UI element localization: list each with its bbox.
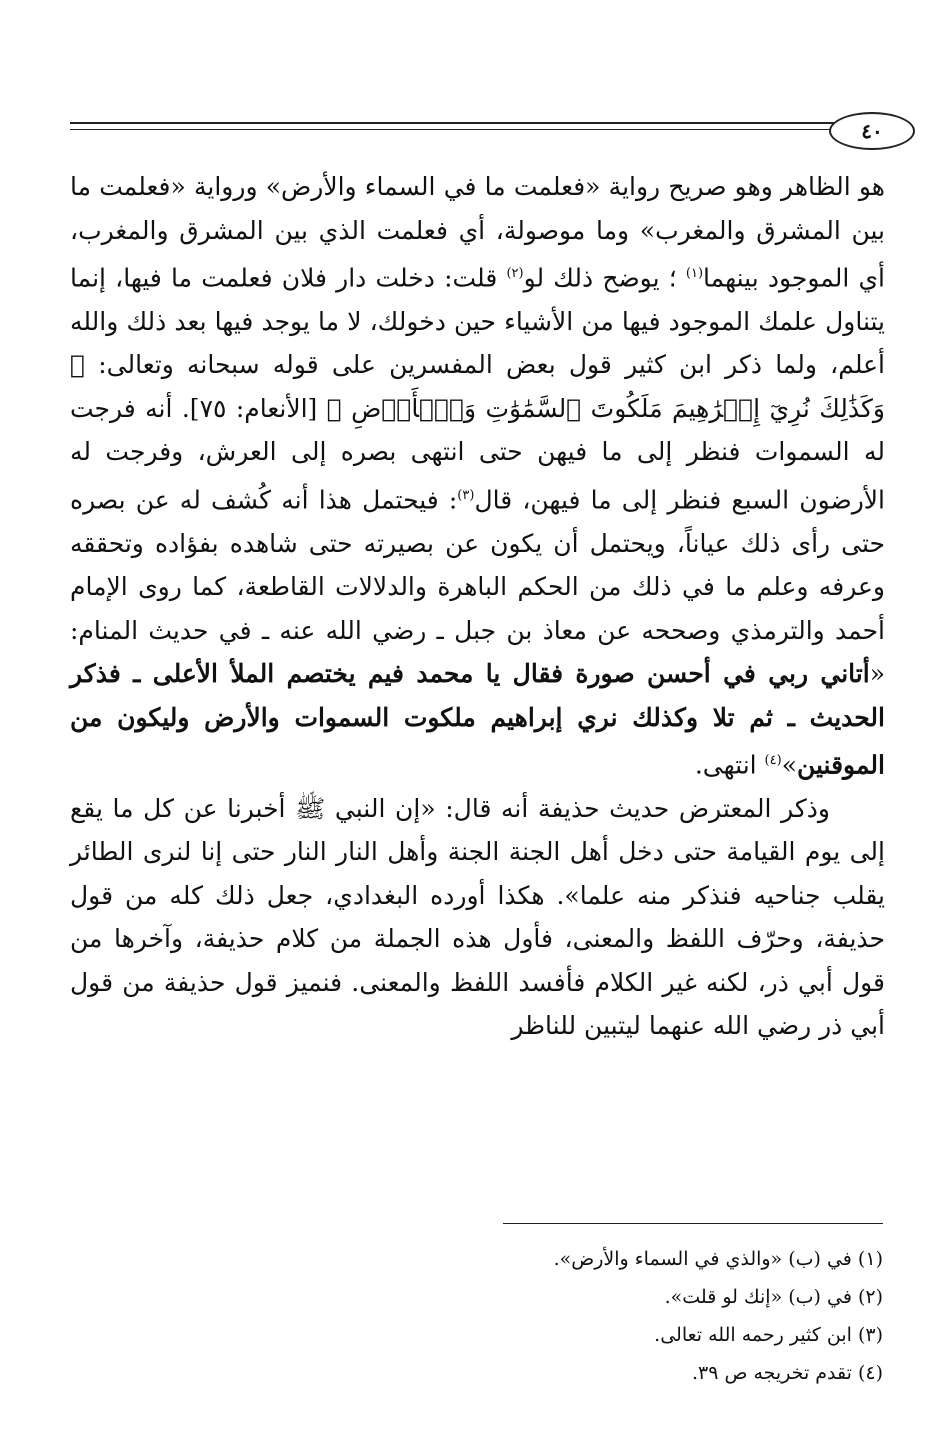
footnote-1: (١) في (ب) «والذي في السماء والأرض».: [553, 1248, 883, 1270]
header-rule: [70, 122, 845, 124]
paragraph-1: [70, 165, 885, 787]
footnote-ref-4: (٤): [764, 753, 782, 769]
footnote-ref-2: (٢): [506, 266, 524, 281]
footnote-separator: [503, 1223, 883, 1224]
text-segment: ؛ يوضح ذلك لو: [523, 263, 677, 293]
main-text: [70, 165, 885, 1048]
header-rule-thin: [70, 129, 845, 130]
footnote-ref-3: (٣): [457, 487, 475, 503]
footnotes: [83, 1240, 883, 1392]
page-number: [829, 112, 915, 150]
text-segment: قلت: دخلت دار فلان فعلمت ما فيها، إنما يتناول علمك الموجود فيها من الأشياء حين دخولك، لا ما يوجد فيها بعد ذلك والله أعلم، ولما ذكر ابن كثير قول بعض المفسرين على قوله سبحانه وتعالى: ﴿ وَكَذَٰلِكَ نُرِيٓ إِبۡرَٰهِيمَ مَلَكُوتَ ٱلسَّمَٰوَٰتِ وَٱلۡأَرۡضِ ﴾ [الأنعام: ٧٥]. أنه فرجت له السموات فنظر إلى ما فيهن حتى انتهى بصره إلى العرش، وفرجت له الأرضون السبع فنظر إلى ما فيهن، قال: [70, 263, 885, 515]
text-segment: : فيحتمل هذا أنه كُشف له عن بصره حتى رأى ذلك عياناً، ويحتمل أن يكون عن بصيرته حتى شاهده بفؤاده وتحققه وعرفه وعلم ما في ذلك من الحكم الباهرة والدلالات القاطعة، كما روى الإمام أحمد والترمذي وصححه عن معاذ بن جبل ـ رضي الله عنه ـ في حديث المنام: «: [70, 485, 885, 689]
footnote-2: (٢) في (ب) «إنك لو قلت».: [664, 1286, 883, 1308]
page-number-text: ٤٠: [861, 119, 883, 143]
text-segment: انتهى.: [694, 750, 765, 780]
hadith-quote: أتاني ربي في أحسن صورة فقال يا محمد فيم يختصم الملأ الأعلى ـ فذكر الحديث ـ ثم تلا وكذلك نري إبراهيم ملكوت السموات والأرض وليكون من الموقنين: [70, 659, 885, 780]
footnote-ref-1: (١): [685, 266, 704, 281]
text-segment: هو الظاهر وهو صريح رواية «فعلمت ما في السماء والأرض» ورواية «فعلمت ما بين المشرق والمغرب» وما موصولة، أي فعلمت الذي بين المشرق والمغرب، أي الموجود بينهما: [70, 172, 885, 293]
footnote-4: (٤) تقدم تخريجه ص ٣٩.: [691, 1362, 883, 1384]
text-segment: »: [781, 750, 797, 780]
page-header: [70, 112, 915, 152]
footnote-3: (٣) ابن كثير رحمه الله تعالى.: [654, 1324, 883, 1346]
paragraph-2: وذكر المعترض حديث حذيفة أنه قال: «إن النبي ﷺ أخبرنا عن كل ما يقع إلى يوم القيامة حتى دخل أهل الجنة الجنة وأهل النار النار حتى إنا لنرى الطائر يقلب جناحيه فنذكر منه علما». هكذا أورده البغدادي، جعل ذلك كله من قول حذيفة، وحرّف اللفظ والمعنى، فأول هذه الجملة من كلام حذيفة، وآخرها من قول أبي ذر، لكنه غير الكلام فأفسد اللفظ والمعنى. فنميز قول حذيفة من قول أبي ذر رضي الله عنهما ليتبين للناظر: [70, 793, 885, 1041]
